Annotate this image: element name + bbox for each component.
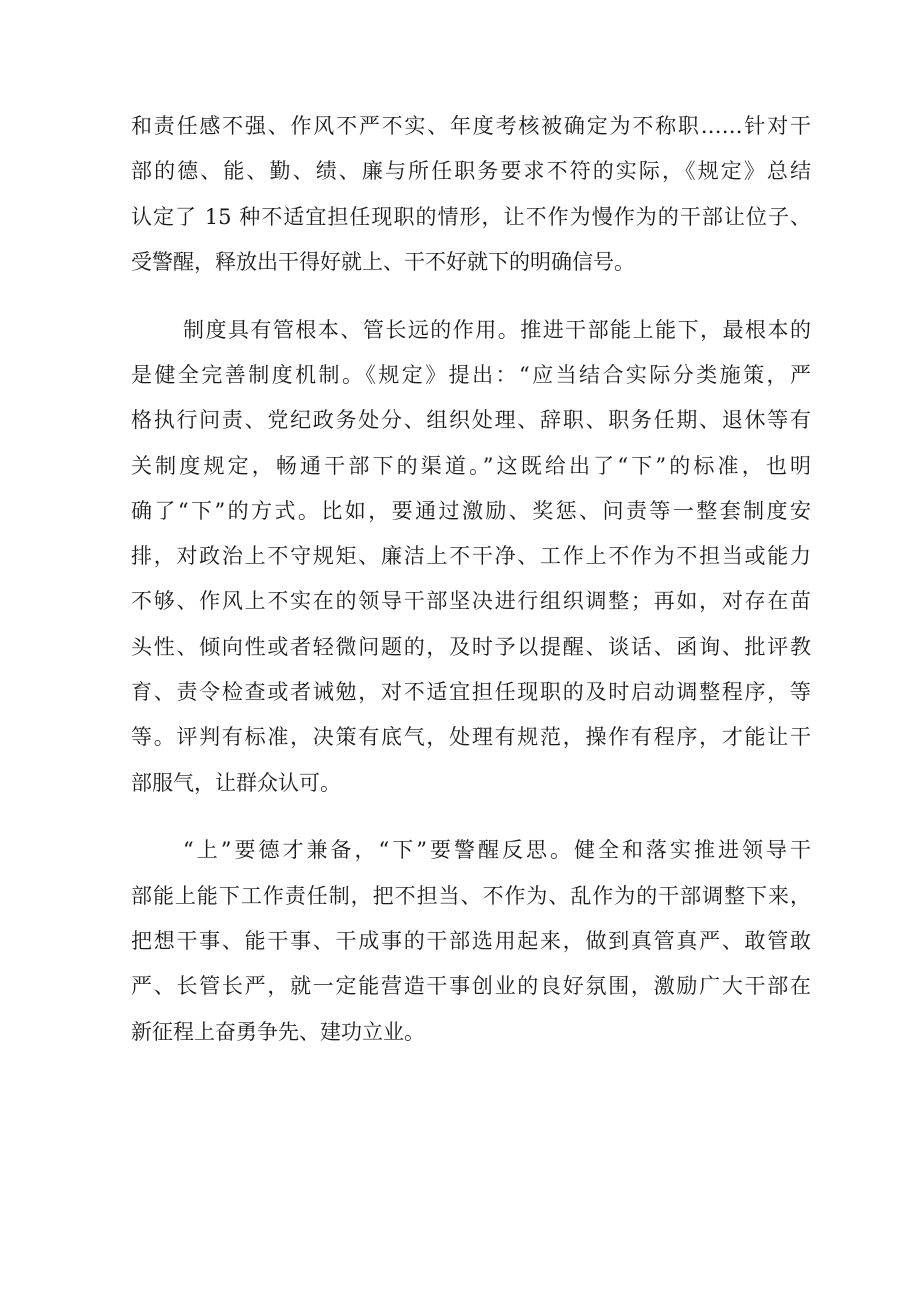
text-line: 格执行问责、党纪政务处分、组织处理、辞职、职务任期、退休等有 <box>131 408 811 432</box>
text-line: 部服气，让群众认可。 <box>131 771 341 795</box>
text-line: 排，对政治上不守规矩、廉洁上不干净、工作上不作为不担当或能力 <box>131 544 811 568</box>
text-line: “上”要德才兼备，“下”要警醒反思。健全和落实推进领导干 <box>183 838 811 862</box>
text-line: 部的德、能、勤、绩、廉与所任职务要求不符的实际，《规定》总结 <box>131 159 811 183</box>
text-line: 认定了 15 种不适宜担任现职的情形，让不作为慢作为的干部让位子、 <box>131 205 811 229</box>
text-line: 部能上能下工作责任制，把不担当、不作为、乱作为的干部调整下来， <box>131 884 811 908</box>
text-line: 确了“下”的方式。比如，要通过激励、奖惩、问责等一整套制度安 <box>131 499 811 523</box>
text-line: 等。评判有标准，决策有底气，处理有规范，操作有程序，才能让干 <box>131 725 811 749</box>
text-line: 把想干事、能干事、干成事的干部选用起来，做到真管真严、敢管敢 <box>131 929 811 953</box>
text-line: 和责任感不强、作风不严不实、年度考核被确定为不称职……针对干 <box>131 114 811 138</box>
text-line: 新征程上奋勇争先、建功立业。 <box>131 1020 425 1044</box>
text-line: 育、责令检查或者诫勉，对不适宜担任现职的及时启动调整程序，等 <box>131 680 811 704</box>
text-line: 严、长管长严，就一定能营造干事创业的良好氛围，激励广大干部在 <box>131 974 811 998</box>
text-line: 头性、倾向性或者轻微问题的，及时予以提醒、谈话、函询、批评教 <box>131 635 811 659</box>
text-line: 关制度规定，畅通干部下的渠道。”这既给出了“下”的标准，也明 <box>131 454 811 478</box>
text-line: 是健全完善制度机制。《规定》提出：“应当结合实际分类施策，严 <box>131 363 811 387</box>
text-line: 制度具有管根本、管长远的作用。推进干部能上能下，最根本的 <box>183 318 811 342</box>
text-line: 受警醒，释放出干得好就上、干不好就下的明确信号。 <box>131 250 635 274</box>
text-line: 不够、作风上不实在的领导干部坚决进行组织调整；再如，对存在苗 <box>131 589 811 613</box>
